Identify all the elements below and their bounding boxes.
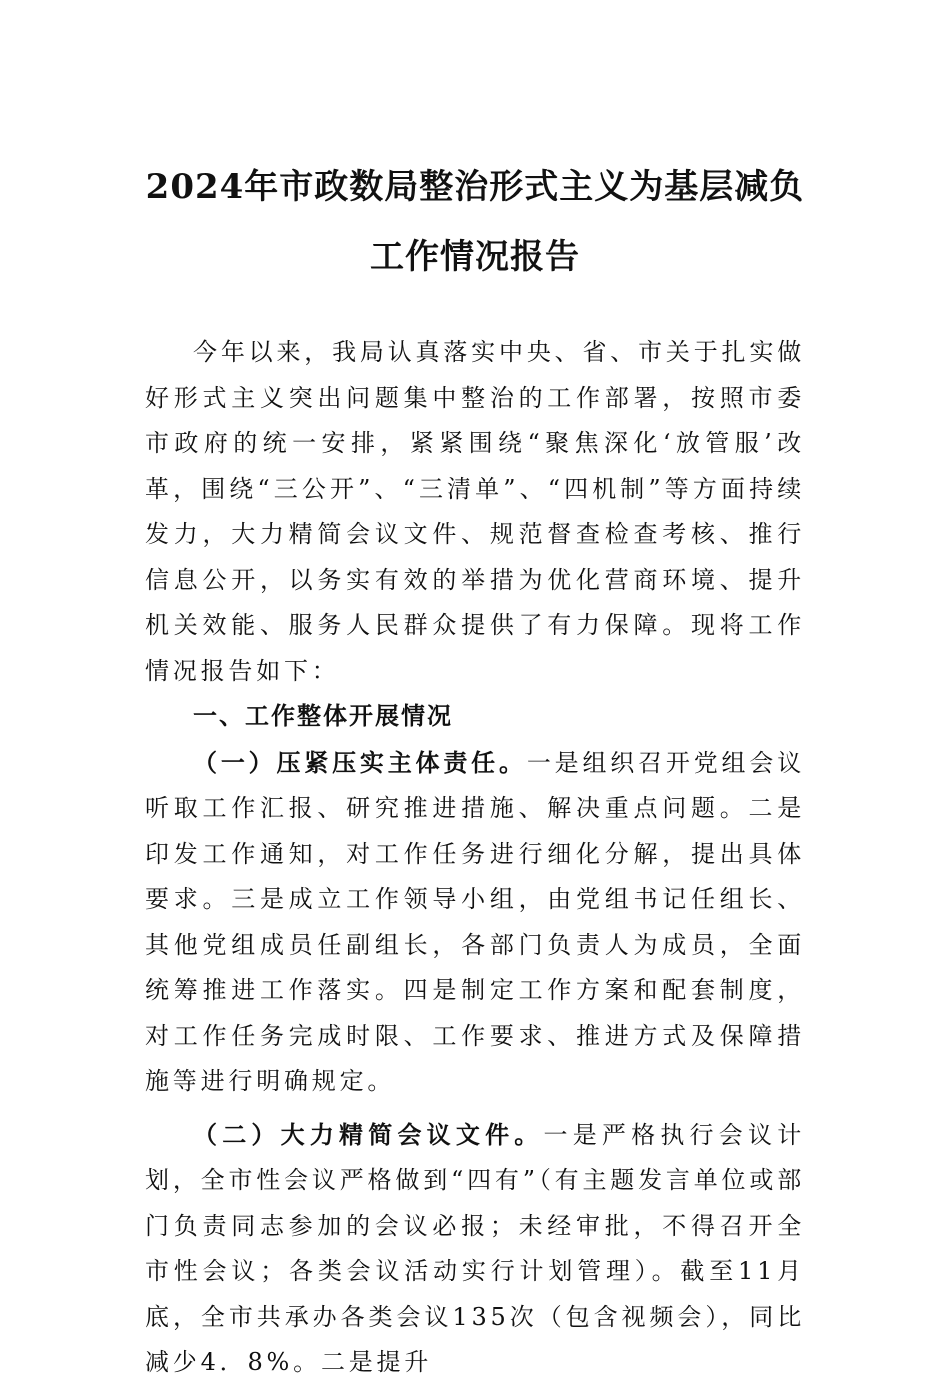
section1-heading: 一、工作整体开展情况 (193, 702, 453, 730)
item2-text: 一是严格执行会议计划，全市性会议严格做到“四有”（有主题发言单位或部门负责同志参加的会议必报；未经审批，不得召开全市性会议；各类会议活动实行计划管理）。截至11月底，全市共承办各类会议135次（包含视频会），同比减少4．8%。二是提升 (145, 1120, 805, 1376)
document-title-line2: 工作情况报告 (370, 237, 580, 277)
item1-heading: （一）压紧压实主体责任。 (193, 747, 527, 777)
item1-text: 一是组织召开党组会议听取工作汇报、研究推进措施、解决重点问题。二是印发工作通知，对工作任务进行细化分解，提出具体要求。三是成立工作领导小组，由党组书记任组长、其他党组成员任副组长，各部门负责人为成员，全面统筹推进工作落实。四是制定工作方案和配套制度，对工作任务完成时限、工作要求、推进方式及保障措施等进行明确规定。 (145, 748, 805, 1095)
item2-heading: （二）大力精简会议文件。 (193, 1119, 544, 1149)
document-title-line1: 2024年市政数局整治形式主义为基层减负 (145, 167, 805, 207)
intro-paragraph: 今年以来，我局认真落实中央、省、市关于扎实做好形式主义突出问题集中整治的工作部署，按照市委市政府的统一安排，紧紧围绕“聚焦深化‘放管服’改革，围绕“三公开”、“三清单”、“四机制”等方面持续发力，大力精简会议文件、规范督查检查考核、推行信息公开，以务实有效的举措为优化营商环境、提升机关效能、服务人民群众提供了有力保障。现将工作情况报告如下： (145, 338, 805, 685)
document-body (145, 330, 805, 1386)
item2-paragraph (145, 1112, 805, 1386)
item1-paragraph (145, 740, 805, 1105)
